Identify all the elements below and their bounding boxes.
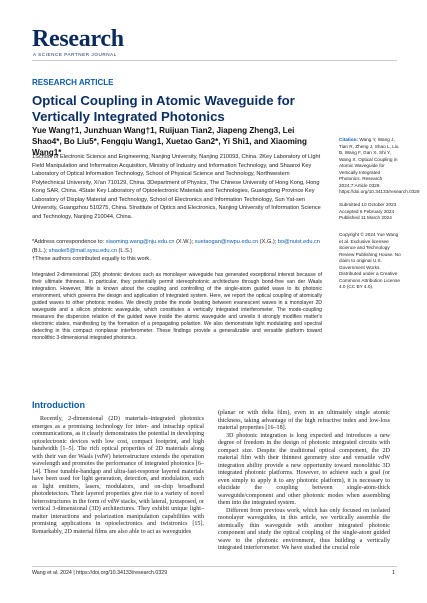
author-list: Yue Wang†1, Junzhuan Wang†1, Ruijuan Tian2, Jiapeng Zheng3, Lei Shao4*, Bo Liu5*, Fengqiu Wang1, Xuetao Gan2*, Yi Shi1, and Xiaoming Wang1* xyxy=(32,126,307,157)
copyright-notice: Copyright © 2024 Yue Wang et al. Exclusive licensee Science and Technology Review Publishing House. No claim to original U.S. Government Works. Distributed under a Creative Commons Attribution License 4.0 (CC BY 4.0). xyxy=(339,232,401,289)
body-column-right xyxy=(218,410,390,553)
citation-label: Citation: xyxy=(339,137,359,142)
article-type: RESEARCH ARTICLE xyxy=(32,78,114,87)
paragraph: Different from previous work, which has only focused on isolated monolayer waveguides, in this article, we vertically assemble the atomically thin waveguide with another integrated photonic component and study the optical coupling of the single-atom guided wave to the photonic environment, thus building a vertically integrated interferometer. We have studied the crucial role xyxy=(218,507,390,551)
paragraph: 3D photonic integration is long expected and introduces a new degree of freedom in the design of photonic integrated circuits with compact size. Despite the traditional optical component, the 2D material film with their thinnest geometry size and versatile vdW integration ability provide a new opportunity toward monolithic 3D integrated photonic platforms. However, to achieve such a goal (or even simply to apply it to any photonic platform), it is necessary to elucidate the coupling between single-atom-thick waveguide/component and other photonic modes when assembling them into the integrated system. xyxy=(218,432,390,506)
body-column-left xyxy=(32,416,204,536)
sidebar-citation xyxy=(339,137,420,196)
paragraph: Recently, 2-dimensional (2D) materials–integrated photonics emerges as a promising technology for inter- and intrachip optical communications, as it clearly demonstrates the potential in developing optoelectronic devices with low cost, compact footprint, and high bandwidth [1–5]. The rich optical properties of 2D materials along with their van der Waals (vdW) heterostructure extends the operation wavelength and promotes the performance of integrated photonics [6–14]. These tunable-bandgap and ultra-fast-response layered materials have been used for light generation, detection, and modulation, such as light emitters, lasers, modulators, and on-chip broadband photodetectors. Their layered properties give rise to a variety of novel heterostructures in the form of vdW stacks, with lateral, juxtaposed, or vertical 3-dimensional (3D) architectures. They exhibit unique light–matter interactions and polarization manipulation capabilities with promising applications in optoelectronics and twistronics [15]. Remarkably, 2D material films are also able to act as waveguides xyxy=(32,416,204,535)
correspondence-text: (X.G.); xyxy=(258,239,278,245)
page-number: 1 xyxy=(392,570,396,576)
paragraph: (planar or with delta film), even in an ultimately single atomic thickness, taking advantage of the high refractive index and low-loss material properties [16–18]. xyxy=(218,410,390,431)
published-date: Published 11 March 2024 xyxy=(339,215,392,220)
section-heading: Introduction xyxy=(32,400,86,410)
affiliations: 1School of Electronic Science and Engineering, Nanjing University, Nanjing 210093, China. 2Key Laboratory of Light Field Manipulation and Information Acquisition, Ministry of Industry and Information Technology, and Shaanxi Key Laboratory of Optical Information Technology, School of Physical Science and Technology, Northwestern Polytechnical University, Xi'an 710129, China. 3Department of Physics, The Chinese University of Hong Kong, Hong Kong SAR, China. 4State Key Laboratory of Optoelectronic Materials and Technologies, Guangdong Province Key Laboratory of Display Material and Technology, School of Electronics and Information Technology, Sun Yat-sen University, Guangzhou 510275, China. 5Institute of Optics and Electronics, Nanjing University of Information Science and Technology, Nanjing 210044, China. xyxy=(32,154,321,220)
journal-subtitle: A SCIENCE PARTNER JOURNAL xyxy=(33,52,117,57)
correspondence-text: (L.S.) xyxy=(116,247,133,254)
correspondence-text: (X.W.); xyxy=(174,239,195,245)
correspondence-block xyxy=(32,238,322,264)
sidebar-dates xyxy=(339,202,401,222)
correspondence-prefix: *Address correspondence to: xyxy=(32,239,106,245)
email-link[interactable]: bo@nuist.edu.cn xyxy=(277,239,320,245)
abstract: Integrated 2-dimensional (2D) photonic devices such as monolayer waveguide has generated exceptional interest because of their ultimate thinness. In particular, they potentially permit stereophotonic architecture through bond-free van der Waals integration. However, little is known about the coupling and controlling of the single-atom guided wave to its photonic environment, which governs the design and application of integrated system. Here, we report the optical coupling of atomically guided waves to other photonic modes. We directly probe the mode beating between evanescent waves in a monolayer 2D waveguide and a silicon photonic waveguide, which constitutes a vertically integrated interferometer. The mode-coupling measures the dispersion relation of the guided wave inside the atomic waveguide and unveils it strongly modifies matter's electronic states, manifesting by the formation of a propagating polariton. We also demonstrate light modulating and spectral detecting in this compact nonplanar interferometer. These findings provide a generalizable and versatile platform toward monolithic 3-dimensional integrated photonics. xyxy=(32,272,322,341)
citation-text[interactable]: Wang Y, Wang J, Tian R, Zheng J, Shao L, Liu B, Wang F, Gan X, Shi Y, Wang X. Optical Coupling in Atomic Waveguide for Vertically Integrated Photonics. Research 2024;7:Article 0329. https://doi.org/10.34133/research.0329 xyxy=(339,137,420,194)
footer-divider xyxy=(32,566,397,567)
accepted-date: Accepted 6 February 2024 xyxy=(339,208,395,214)
email-link[interactable]: shaolei5@mail.sysu.edu.cn xyxy=(48,247,117,254)
correspondence-text: (B.L.); xyxy=(32,247,49,254)
article-title: Optical Coupling in Atomic Waveguide for Vertically Integrated Photonics xyxy=(32,93,295,124)
equal-contribution-note: †These authors contributed equally to this work. xyxy=(32,256,151,263)
journal-title: Research xyxy=(32,26,124,52)
submitted-date: Submitted 10 October 2023 xyxy=(339,202,397,207)
email-link[interactable]: xiaoming.wang@nju.edu.cn xyxy=(105,239,175,245)
footer-citation[interactable]: Wang et al. 2024 | https://doi.org/10.34133/research.0329 xyxy=(32,570,168,576)
email-link[interactable]: xuetaogan@nwpu.edu.cn xyxy=(194,239,259,245)
header-divider xyxy=(32,60,397,61)
